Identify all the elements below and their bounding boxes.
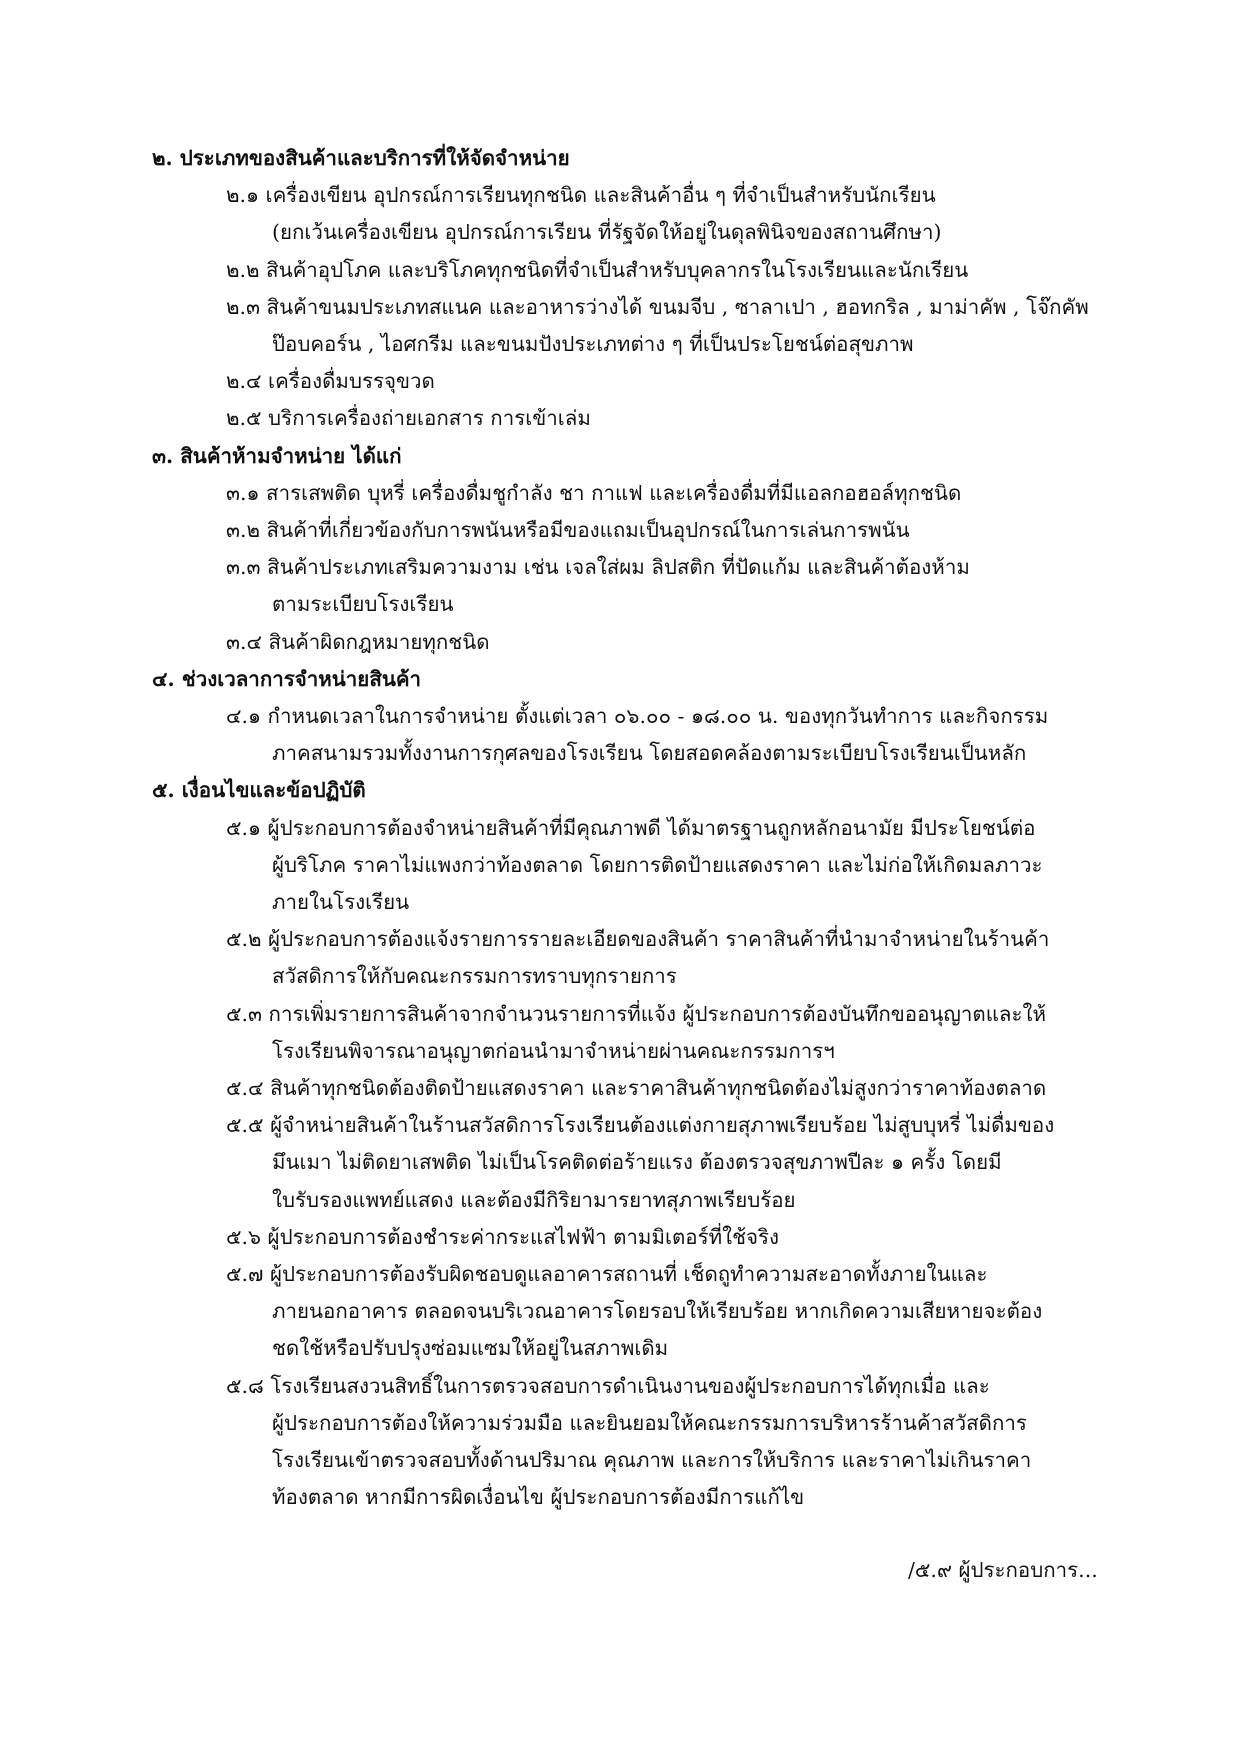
list-item: ๓.๒ สินค้าที่เกี่ยวข้องกับการพนันหรือมีของแถมเป็นอุปกรณ์ในการเล่นการพนัน bbox=[226, 518, 910, 542]
list-item-continuation: ตามระเบียบโรงเรียน bbox=[272, 592, 454, 616]
list-item-continuation: ท้องตลาด หากมีการผิดเงื่อนไข ผู้ประกอบการต้องมีการแก้ไข bbox=[272, 1485, 805, 1509]
list-item: ๔.๑ กำหนดเวลาในการจำหน่าย ตั้งแต่เวลา ๐๖.๐๐ - ๑๘.๐๐ น. ของทุกวันทำการ และกิจกรรม bbox=[226, 704, 1049, 728]
list-item-continuation: ใบรับรองแพทย์แสดง และต้องมีกิริยามารยาทสุภาพเรียบร้อย bbox=[272, 1188, 796, 1212]
continuation-note: /๕.๙ ผู้ประกอบการ... bbox=[908, 1558, 1098, 1582]
section-heading: ๕. เงื่อนไขและข้อปฏิบัติ bbox=[152, 778, 366, 802]
section-heading: ๒. ประเภทของสินค้าและบริการที่ให้จัดจำหน่าย bbox=[152, 146, 570, 170]
list-item: ๕.๔ สินค้าทุกชนิดต้องติดป้ายแสดงราคา และราคาสินค้าทุกชนิดต้องไม่สูงกว่าราคาท้องตลาด bbox=[226, 1076, 1047, 1100]
list-item-continuation: ป๊อบคอร์น , ไอศกรีม และขนมปังประเภทต่าง ๆ ที่เป็นประโยชน์ต่อสุขภาพ bbox=[272, 332, 914, 356]
list-item-continuation: สวัสดิการให้กับคณะกรรมการทราบทุกรายการ bbox=[272, 964, 677, 988]
list-item: ๕.๕ ผู้จำหน่ายสินค้าในร้านสวัสดิการโรงเรียนต้องแต่งกายสุภาพเรียบร้อย ไม่สูบบุหรี่ ไม่ดื่มของ bbox=[226, 1113, 1055, 1137]
list-item-continuation: ภายในโรงเรียน bbox=[272, 890, 410, 914]
list-item: ๕.๒ ผู้ประกอบการต้องแจ้งรายการรายละเอียดของสินค้า ราคาสินค้าที่นำมาจำหน่ายในร้านค้า bbox=[226, 927, 1050, 951]
list-item-continuation: (ยกเว้นเครื่องเขียน อุปกรณ์การเรียน ที่รัฐจัดให้อยู่ในดุลพินิจของสถานศึกษา) bbox=[272, 220, 942, 244]
list-item-continuation: ชดใช้หรือปรับปรุงซ่อมแซมให้อยู่ในสภาพเดิม bbox=[272, 1336, 669, 1360]
list-item: ๒.๑ เครื่องเขียน อุปกรณ์การเรียนทุกชนิด และสินค้าอื่น ๆ ที่จำเป็นสำหรับนักเรียน bbox=[226, 183, 936, 207]
list-item-continuation: มึนเมา ไม่ติดยาเสพติด ไม่เป็นโรคติดต่อร้ายแรง ต้องตรวจสุขภาพปีละ ๑ ครั้ง โดยมี bbox=[272, 1150, 1002, 1174]
list-item: ๒.๓ สินค้าขนมประเภทสแนค และอาหารว่างได้ ขนมจีบ , ซาลาเปา , ฮอทกริล , มาม่าคัพ , โจ๊กคัพ bbox=[226, 295, 1089, 319]
section-heading: ๔. ช่วงเวลาการจำหน่ายสินค้า bbox=[152, 667, 422, 691]
list-item-continuation: โรงเรียนพิจารณาอนุญาตก่อนนำมาจำหน่ายผ่านคณะกรรมการฯ bbox=[272, 1039, 835, 1063]
list-item-continuation: ผู้ประกอบการต้องให้ความร่วมมือ และยินยอมให้คณะกรรมการบริหารร้านค้าสวัสดิการ bbox=[272, 1411, 1027, 1435]
list-item-continuation: ภายนอกอาคาร ตลอดจนบริเวณอาคารโดยรอบให้เรียบร้อย หากเกิดความเสียหายจะต้อง bbox=[272, 1299, 1043, 1323]
list-item: ๒.๔ เครื่องดื่มบรรจุขวด bbox=[226, 369, 435, 393]
list-item: ๕.๑ ผู้ประกอบการต้องจำหน่ายสินค้าที่มีคุณภาพดี ได้มาตรฐานถูกหลักอนามัย มีประโยชน์ต่อ bbox=[226, 816, 1036, 840]
list-item-continuation: ภาคสนามรวมทั้งงานการกุศลของโรงเรียน โดยสอดคล้องตามระเบียบโรงเรียนเป็นหลัก bbox=[272, 741, 1027, 765]
list-item: ๕.๗ ผู้ประกอบการต้องรับผิดชอบดูแลอาคารสถานที่ เช็ดถูทำความสะอาดทั้งภายในและ bbox=[226, 1262, 988, 1286]
section-heading: ๓. สินค้าห้ามจำหน่าย ได้แก่ bbox=[152, 444, 402, 468]
list-item-continuation: โรงเรียนเข้าตรวจสอบทั้งด้านปริมาณ คุณภาพ และการให้บริการ และราคาไม่เกินราคา bbox=[272, 1448, 1032, 1472]
list-item-continuation: ผู้บริโภค ราคาไม่แพงกว่าท้องตลาด โดยการติดป้ายแสดงราคา และไม่ก่อให้เกิดมลภาวะ bbox=[272, 853, 1043, 877]
list-item: ๓.๑ สารเสพติด บุหรี่ เครื่องดื่มชูกำลัง ชา กาแฟ และเครื่องดื่มที่มีแอลกอฮอล์ทุกชนิด bbox=[226, 481, 962, 505]
list-item: ๕.๘ โรงเรียนสงวนสิทธิ์ในการตรวจสอบการดำเนินงานของผู้ประกอบการได้ทุกเมื่อ และ bbox=[226, 1374, 990, 1398]
list-item: ๕.๓ การเพิ่มรายการสินค้าจากจำนวนรายการที่แจ้ง ผู้ประกอบการต้องบันทึกขออนุญาตและให้ bbox=[226, 1002, 1047, 1026]
list-item: ๒.๒ สินค้าอุปโภค และบริโภคทุกชนิดที่จำเป็นสำหรับบุคลากรในโรงเรียนและนักเรียน bbox=[226, 258, 969, 282]
list-item: ๕.๖ ผู้ประกอบการต้องชำระค่ากระแสไฟฟ้า ตามมิเตอร์ที่ใช้จริง bbox=[226, 1225, 780, 1249]
list-item: ๓.๓ สินค้าประเภทเสริมความงาม เช่น เจลใส่ผม ลิปสติก ที่ปัดแก้ม และสินค้าต้องห้าม bbox=[226, 555, 970, 579]
list-item: ๒.๕ บริการเครื่องถ่ายเอกสาร การเข้าเล่ม bbox=[226, 406, 591, 430]
list-item: ๓.๔ สินค้าผิดกฎหมายทุกชนิด bbox=[226, 630, 490, 654]
